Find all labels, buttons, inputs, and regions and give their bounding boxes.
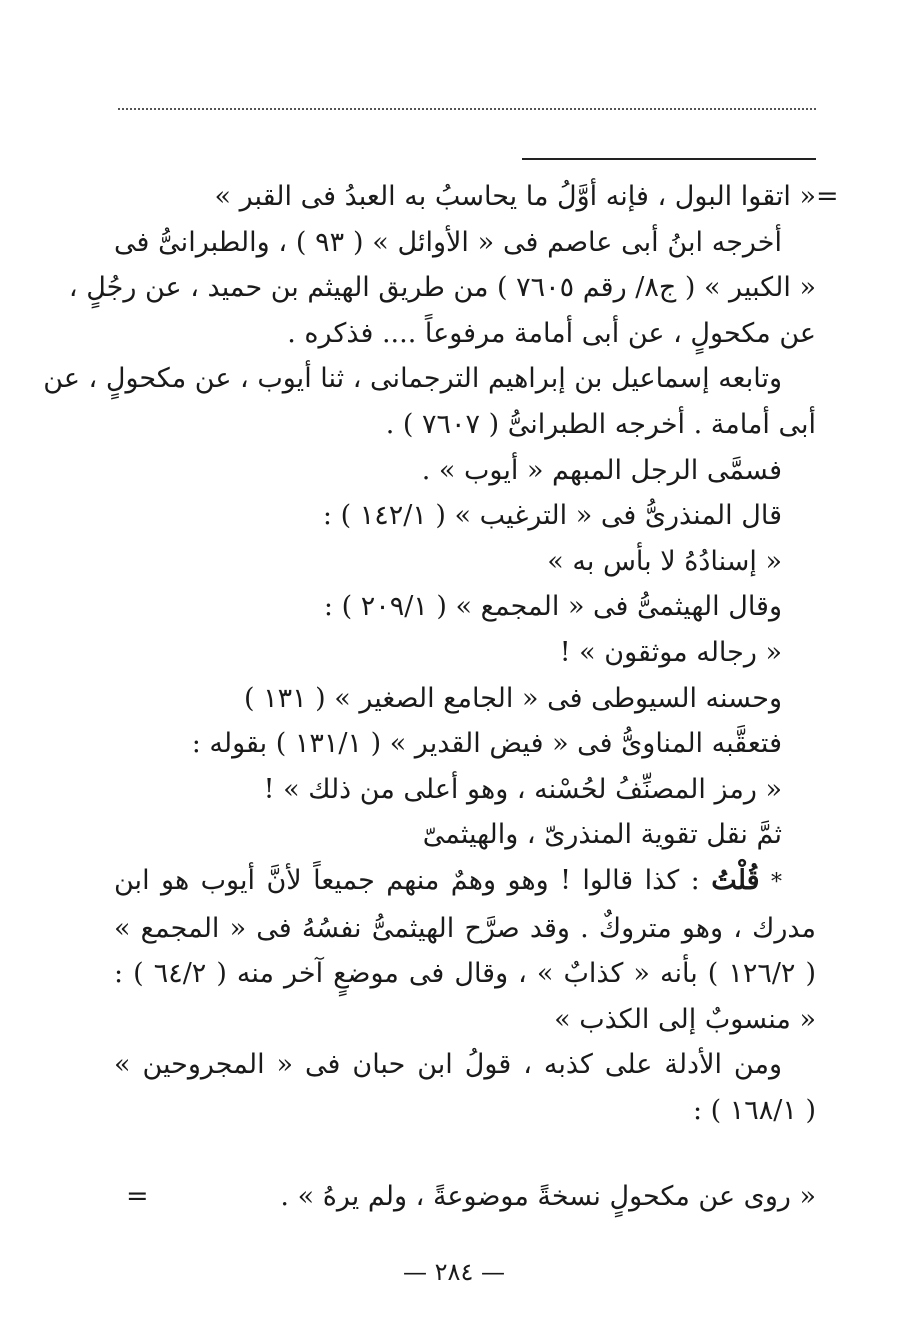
page-number: — ٢٨٤ —	[403, 1258, 505, 1286]
text-line: عن مكحولٍ ، عن أبى أمامة مرفوعاً .... فذكره .	[287, 317, 816, 349]
text-line: ( ١٢٦/٢ ) بأنه « كذابٌ » ، وقال فى موضعٍ آخر منه ( ٦٤/٢ ) :	[114, 958, 817, 990]
end-continuation-mark: =	[126, 1181, 149, 1212]
text-line: « إسنادُهُ لا بأس به »	[547, 545, 782, 577]
qultu-line	[114, 858, 816, 906]
text-line: ثمَّ نقل تقوية المنذرىّ ، والهيثمىّ	[422, 819, 782, 851]
text-line: قال المنذرىُّ فى « الترغيب » ( ١٤٢/١ ) :	[322, 500, 782, 532]
text-line: « رجاله موثقون » !	[559, 636, 782, 668]
text-line: وقال الهيثمىُّ فى « المجمع » ( ٢٠٩/١ ) :	[323, 591, 782, 623]
text-line: « رمز المصنِّفُ لحُسْنه ، وهو أعلى من ذلك » !	[263, 773, 782, 805]
text-line: وحسنه السيوطى فى « الجامع الصغير » ( ١٣١ )	[243, 682, 782, 714]
footnote-text-block	[43, 174, 817, 1133]
continuation-mark: =	[816, 181, 839, 212]
qultu-keyword: قُلْتُ	[711, 864, 760, 896]
header-dotted-rule	[118, 108, 816, 110]
star-marker: *	[771, 869, 782, 895]
text-line: « منسوبٌ إلى الكذب »	[554, 1003, 816, 1035]
last-line-row	[114, 1174, 816, 1220]
text-line: وتابعه إسماعيل بن إبراهيم الترجمانى ، ثنا أيوب ، عن مكحولٍ ، عن	[43, 363, 782, 395]
qultu-text: : كذا قالوا ! وهو وهمٌ منهم جميعاً لأنَّ أيوب هو ابن	[114, 864, 712, 896]
text-line: أبى أمامة . أخرجه الطبرانىُّ ( ٧٦٠٧ ) .	[385, 408, 816, 440]
text-line: أخرجه ابنُ أبى عاصم فى « الأوائل » ( ٩٣ ) ، والطبرانىُّ فى	[114, 226, 782, 258]
text-line: مدرك ، وهو متروكٌ . وقد صرَّح الهيثمىُّ نفسُهُ فى « المجمع »	[114, 912, 816, 944]
text-line: « روى عن مكحولٍ نسخةً موضوعةً ، ولم يرهُ » .	[280, 1181, 816, 1212]
text-line: فسمَّى الرجل المبهم « أيوب » .	[421, 454, 782, 486]
text-line: ( ١٦٨/١ ) :	[692, 1094, 816, 1126]
text-line: فتعقَّبه المناوىُّ فى « فيض القدير » ( ١٣١/١ ) بقوله :	[191, 728, 782, 760]
text-line: ومن الأدلة على كذبه ، قولُ ابن حبان فى « المجروحين »	[114, 1049, 782, 1081]
text-line: « الكبير » ( ج٨/ رقم ٧٦٠٥ ) من طريق الهيثم بن حميد ، عن رجُلٍ ،	[68, 272, 816, 304]
footnote-separator-rule	[522, 158, 816, 160]
text-line: « اتقوا البول ، فإنه أوَّلُ ما يحاسبُ به العبدُ فى القبر »	[214, 181, 816, 212]
